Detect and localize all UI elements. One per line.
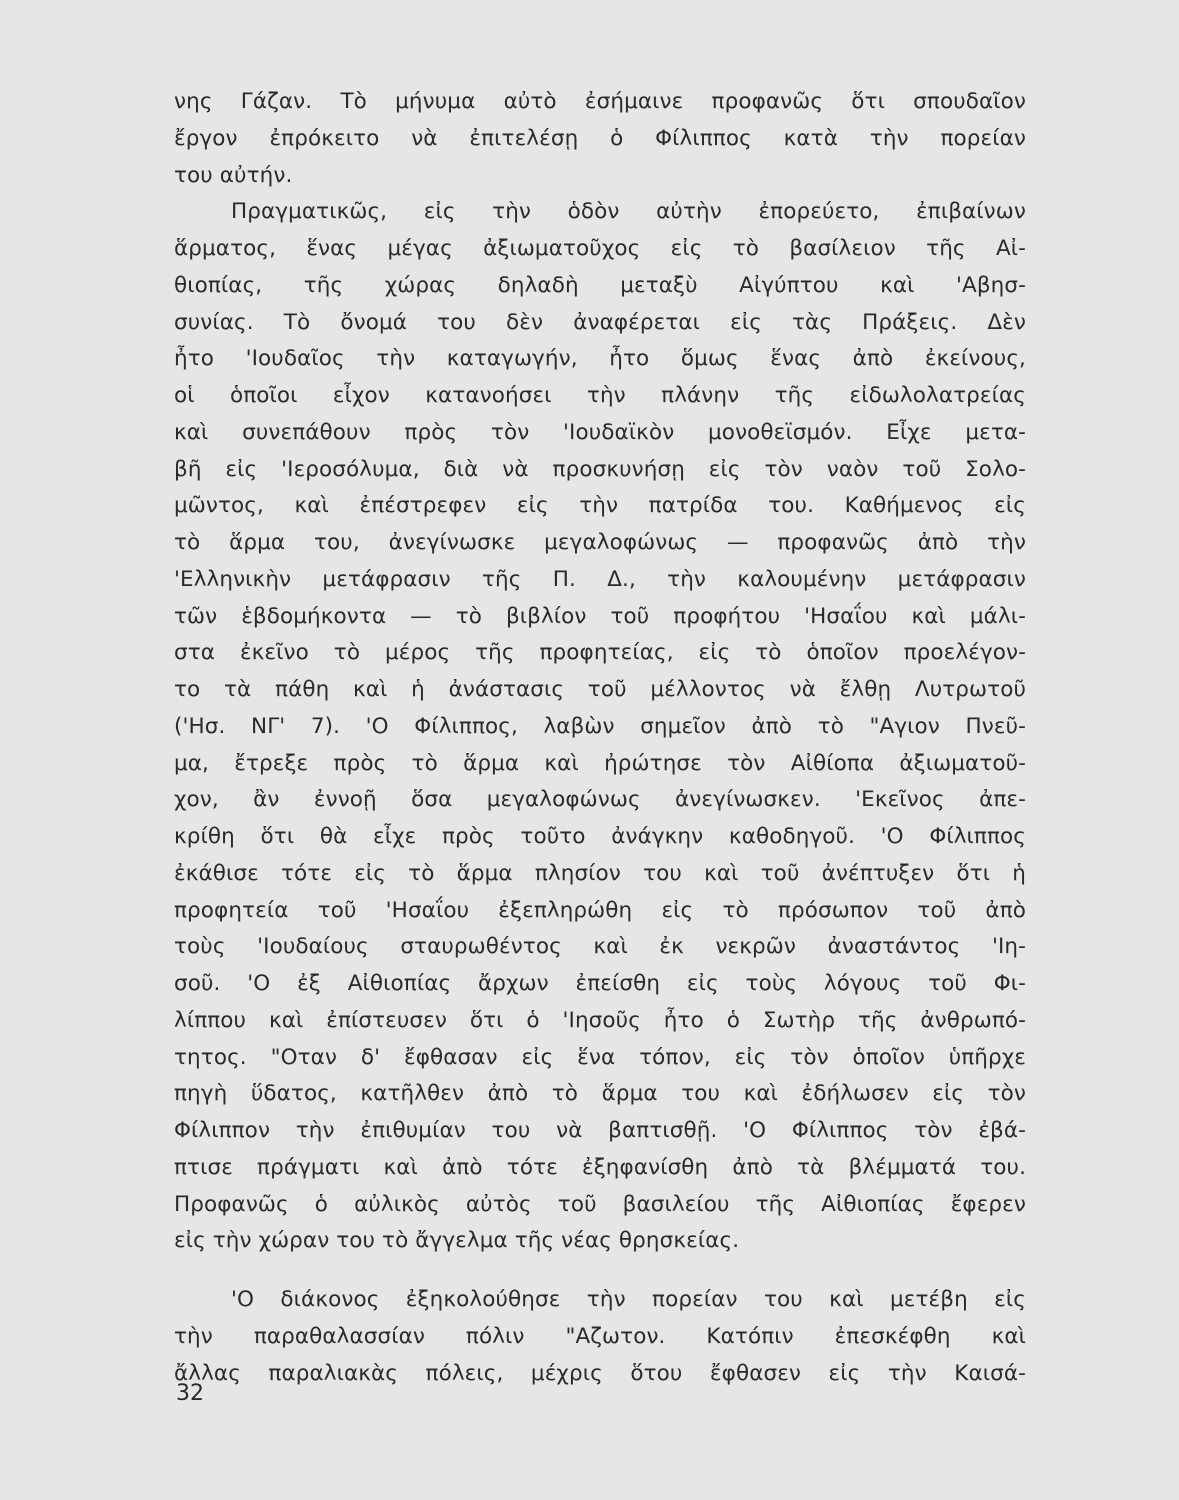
text-line: 'Ο διάκονος ἐξηκολούθησε τὴν πορείαν του καὶ μετέβη εἰς (231, 1287, 1026, 1312)
text-line: λίππου καὶ ἐπίστευσεν ὅτι ὁ 'Ιησοῦς ἦτο ὁ Σωτὴρ τῆς ἀνθρωπό- (174, 1007, 1026, 1033)
text-line: νης Γάζαν. Τὸ μήνυμα αὐτὸ ἐσήμαινε προφανῶς ὅτι σπουδαῖον (174, 89, 1026, 114)
text-line: τὸ ἅρμα του, ἀνεγίνωσκε μεγαλοφώνως — προφανῶς ἀπὸ τὴν (174, 530, 1026, 555)
text-line: ἐκάθισε τότε εἰς τὸ ἅρμα πλησίον του καὶ τοῦ ἀνέπτυξεν ὅτι ἡ (174, 860, 1026, 886)
text-line: χον, ἂν ἐννοῇ ὅσα μεγαλοφώνως ἀνεγίνωσκεν. 'Εκεῖνος ἀπε- (174, 787, 1026, 813)
text-line: σοῦ. 'Ο ἐξ Αἰθιοπίας ἄρχων ἐπείσθη εἰς τοὺς λόγους τοῦ Φι- (174, 971, 1026, 996)
page-number: 32 (176, 1381, 204, 1406)
text-line: Πραγματικῶς, εἰς τὴν ὁδὸν αὐτὴν ἐπορεύετο, ἐπιβαίνων (231, 199, 1026, 225)
text-line: του αὐτήν. (174, 162, 293, 188)
text-line: συνίας. Τὸ ὄνομά του δὲν ἀναφέρεται εἰς τὰς Πράξεις. Δὲν (174, 309, 1026, 335)
text-line: καὶ συνεπάθουν πρὸς τὸν 'Ιουδαϊκὸν μονοθεϊσμόν. Εἶχε μετα- (174, 419, 1026, 445)
text-line: ('Ησ. ΝΓ' 7). 'Ο Φίλιππος, λαβὼν σημεῖον ἀπὸ τὸ "Αγιον Πνεῦ- (174, 713, 1026, 739)
text-line: οἱ ὁποῖοι εἶχον κατανοήσει τὴν πλάνην τῆς εἰδωλολατρείας (174, 383, 1026, 408)
text-line: μῶντος, καὶ ἐπέστρεφεν εἰς τὴν πατρίδα του. Καθήμενος εἰς (174, 493, 1026, 519)
text-line: πηγὴ ὕδατος, κατῆλθεν ἀπὸ τὸ ἅρμα του καὶ ἐδήλωσεν εἰς τὸν (174, 1081, 1026, 1107)
text-line: Προφανῶς ὁ αὐλικὸς αὐτὸς τοῦ βασιλείου τῆς Αἰθιοπίας ἔφερεν (174, 1191, 1026, 1217)
text-line: ἄλλας παραλιακὰς πόλεις, μέχρις ὅτου ἔφθασεν εἰς τὴν Καισά- (174, 1360, 1026, 1386)
text-line: τοὺς 'Ιουδαίους σταυρωθέντος καὶ ἐκ νεκρῶν ἀναστάντος 'Ιη- (174, 934, 1026, 960)
text-line: ἦτο 'Ιουδαῖος τὴν καταγωγήν, ἦτο ὅμως ἕνας ἀπὸ ἐκείνους, (174, 346, 1026, 372)
text-line: ἅρματος, ἕνας μέγας ἀξιωματοῦχος εἰς τὸ βασίλειον τῆς Αἰ- (174, 236, 1026, 261)
text-line: πτισε πράγματι καὶ ἀπὸ τότε ἐξηφανίσθη ἀπὸ τὰ βλέμματά του. (174, 1154, 1026, 1180)
text-line: εἰς τὴν χώραν του τὸ ἄγγελμα τῆς νέας θρησκείας. (174, 1228, 740, 1254)
text-line: τητος. "Οταν δ' ἔφθασαν εἰς ἕνα τόπον, εἰς τὸν ὁποῖον ὑπῆρχε (174, 1044, 1026, 1070)
text-line: τῶν ἑβδομήκοντα — τὸ βιβλίον τοῦ προφήτου 'Ησαΐου καὶ μάλι- (174, 603, 1026, 629)
text-line: Φίλιππον τὴν ἐπιθυμίαν του νὰ βαπτισθῇ. 'Ο Φίλιππος τὸν ἐβά- (174, 1118, 1026, 1143)
text-line: προφητεία τοῦ 'Ησαΐου ἐξεπληρώθη εἰς τὸ πρόσωπον τοῦ ἀπὸ (174, 897, 1026, 923)
text-line: τὴν παραθαλασσίαν πόλιν "Αζωτον. Κατόπιν ἐπεσκέφθη καὶ (174, 1323, 1026, 1349)
text-line: κρίθη ὅτι θὰ εἶχε πρὸς τοῦτο ἀνάγκην καθοδηγοῦ. 'Ο Φίλιππος (174, 824, 1026, 849)
text-line: μα, ἔτρεξε πρὸς τὸ ἅρμα καὶ ἠρώτησε τὸν Αἰθίοπα ἀξιωματοῦ- (174, 750, 1026, 776)
text-line: 'Ελληνικὴν μετάφρασιν τῆς Π. Δ., τὴν καλουμένην μετάφρασιν (174, 566, 1026, 592)
text-line: βῆ εἰς 'Ιεροσόλυμα, διὰ νὰ προσκυνήσῃ εἰς τὸν ναὸν τοῦ Σολο- (174, 456, 1026, 482)
text-line: θιοπίας, τῆς χώρας δηλαδὴ μεταξὺ Αἰγύπτου καὶ 'Αβησ- (174, 272, 1026, 298)
text-line: το τὰ πάθη καὶ ἡ ἀνάστασις τοῦ μέλλοντος νὰ ἔλθῃ Λυτρωτοῦ (174, 677, 1026, 702)
text-line: ἔργον ἐπρόκειτο νὰ ἐπιτελέσῃ ὁ Φίλιππος κατὰ τὴν πορείαν (174, 125, 1026, 151)
body-text (174, 84, 1026, 1392)
paragraph-gap (174, 1260, 1026, 1282)
text-line: στα ἐκεῖνο τὸ μέρος τῆς προφητείας, εἰς τὸ ὁποῖον προελέγον- (174, 640, 1026, 666)
